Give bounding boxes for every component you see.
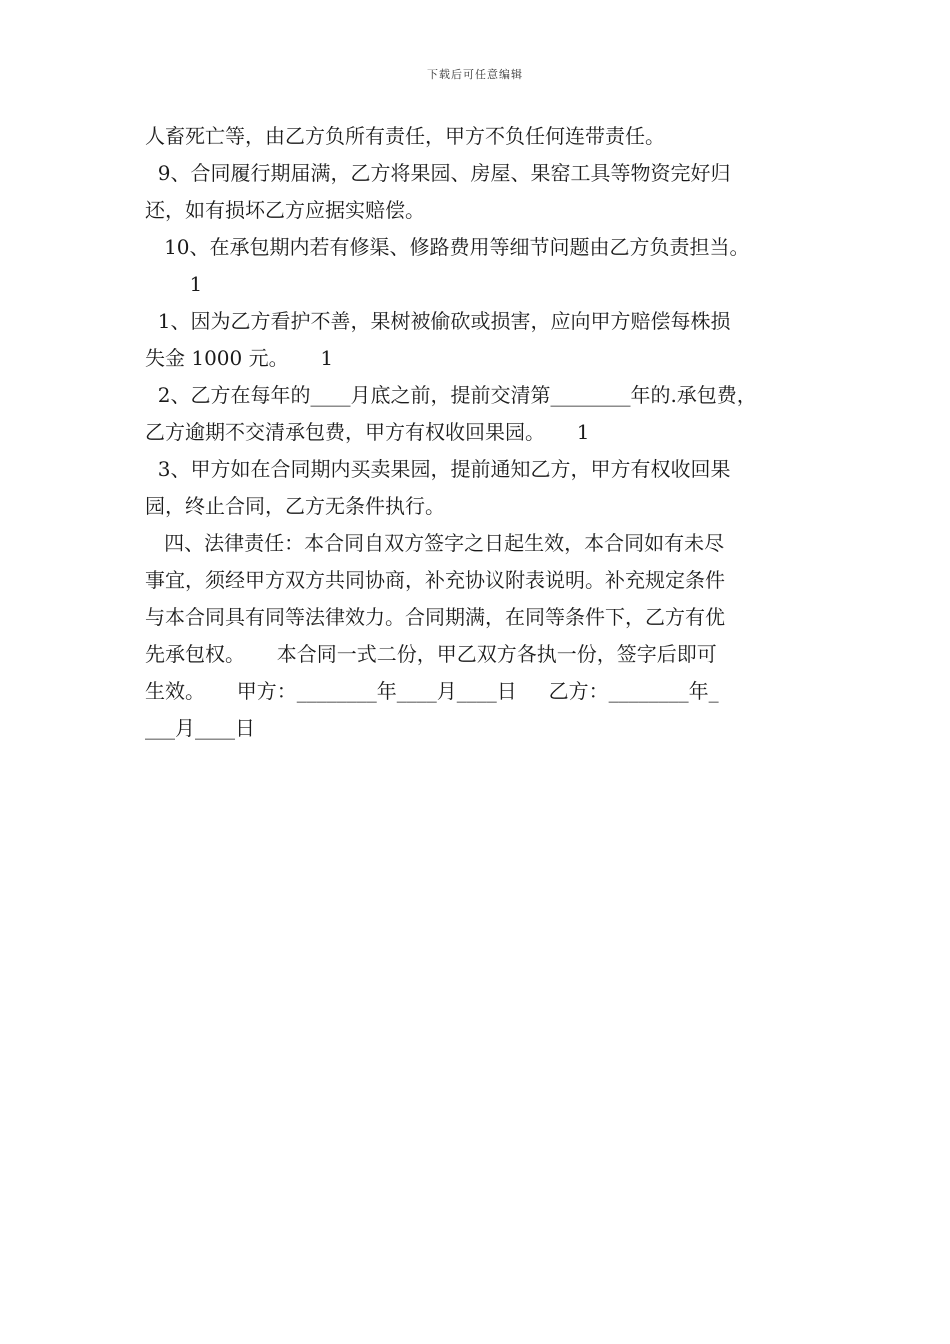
text-line: 生效。 甲方：________年____月____日 乙方：________年_ — [145, 679, 719, 703]
text-line: 事宜，须经甲方双方共同协商，补充协议附表说明。补充规定条件 — [145, 568, 725, 592]
text-line: 3、甲方如在合同期内买卖果园，提前通知乙方，甲方有权收回果 — [145, 457, 731, 481]
text-line: 还，如有损坏乙方应据实赔偿。 — [145, 198, 425, 222]
text-line: 四、法律责任：本合同自双方签字之日起生效，本合同如有未尽 — [145, 531, 725, 555]
document-body — [145, 118, 825, 747]
text-line: 人畜死亡等，由乙方负所有责任，甲方不负任何连带责任。 — [145, 124, 665, 148]
text-line: 1 — [145, 272, 203, 296]
text-line: 与本合同具有同等法律效力。合同期满，在同等条件下，乙方有优 — [145, 605, 725, 629]
text-line: 失金 1000 元。 1 — [145, 346, 334, 370]
text-line: 10、在承包期内若有修渠、修路费用等细节问题由乙方负责担当。 — [145, 235, 750, 259]
text-line: ___月____日 — [145, 716, 255, 740]
text-line: 园，终止合同，乙方无条件执行。 — [145, 494, 445, 518]
text-line: 9、合同履行期届满，乙方将果园、房屋、果窑工具等物资完好归 — [145, 161, 731, 185]
page-header: 下载后可任意编辑 — [427, 68, 523, 81]
text-line: 1、因为乙方看护不善，果树被偷砍或损害，应向甲方赔偿每株损 — [145, 309, 731, 333]
text-line: 先承包权。 本合同一式二份，甲乙双方各执一份，签字后即可 — [145, 642, 717, 666]
text-line: 乙方逾期不交清承包费，甲方有权收回果园。 1 — [145, 420, 590, 444]
text-line: 2、乙方在每年的____月底之前，提前交清第________年的.承包费， — [145, 383, 757, 407]
